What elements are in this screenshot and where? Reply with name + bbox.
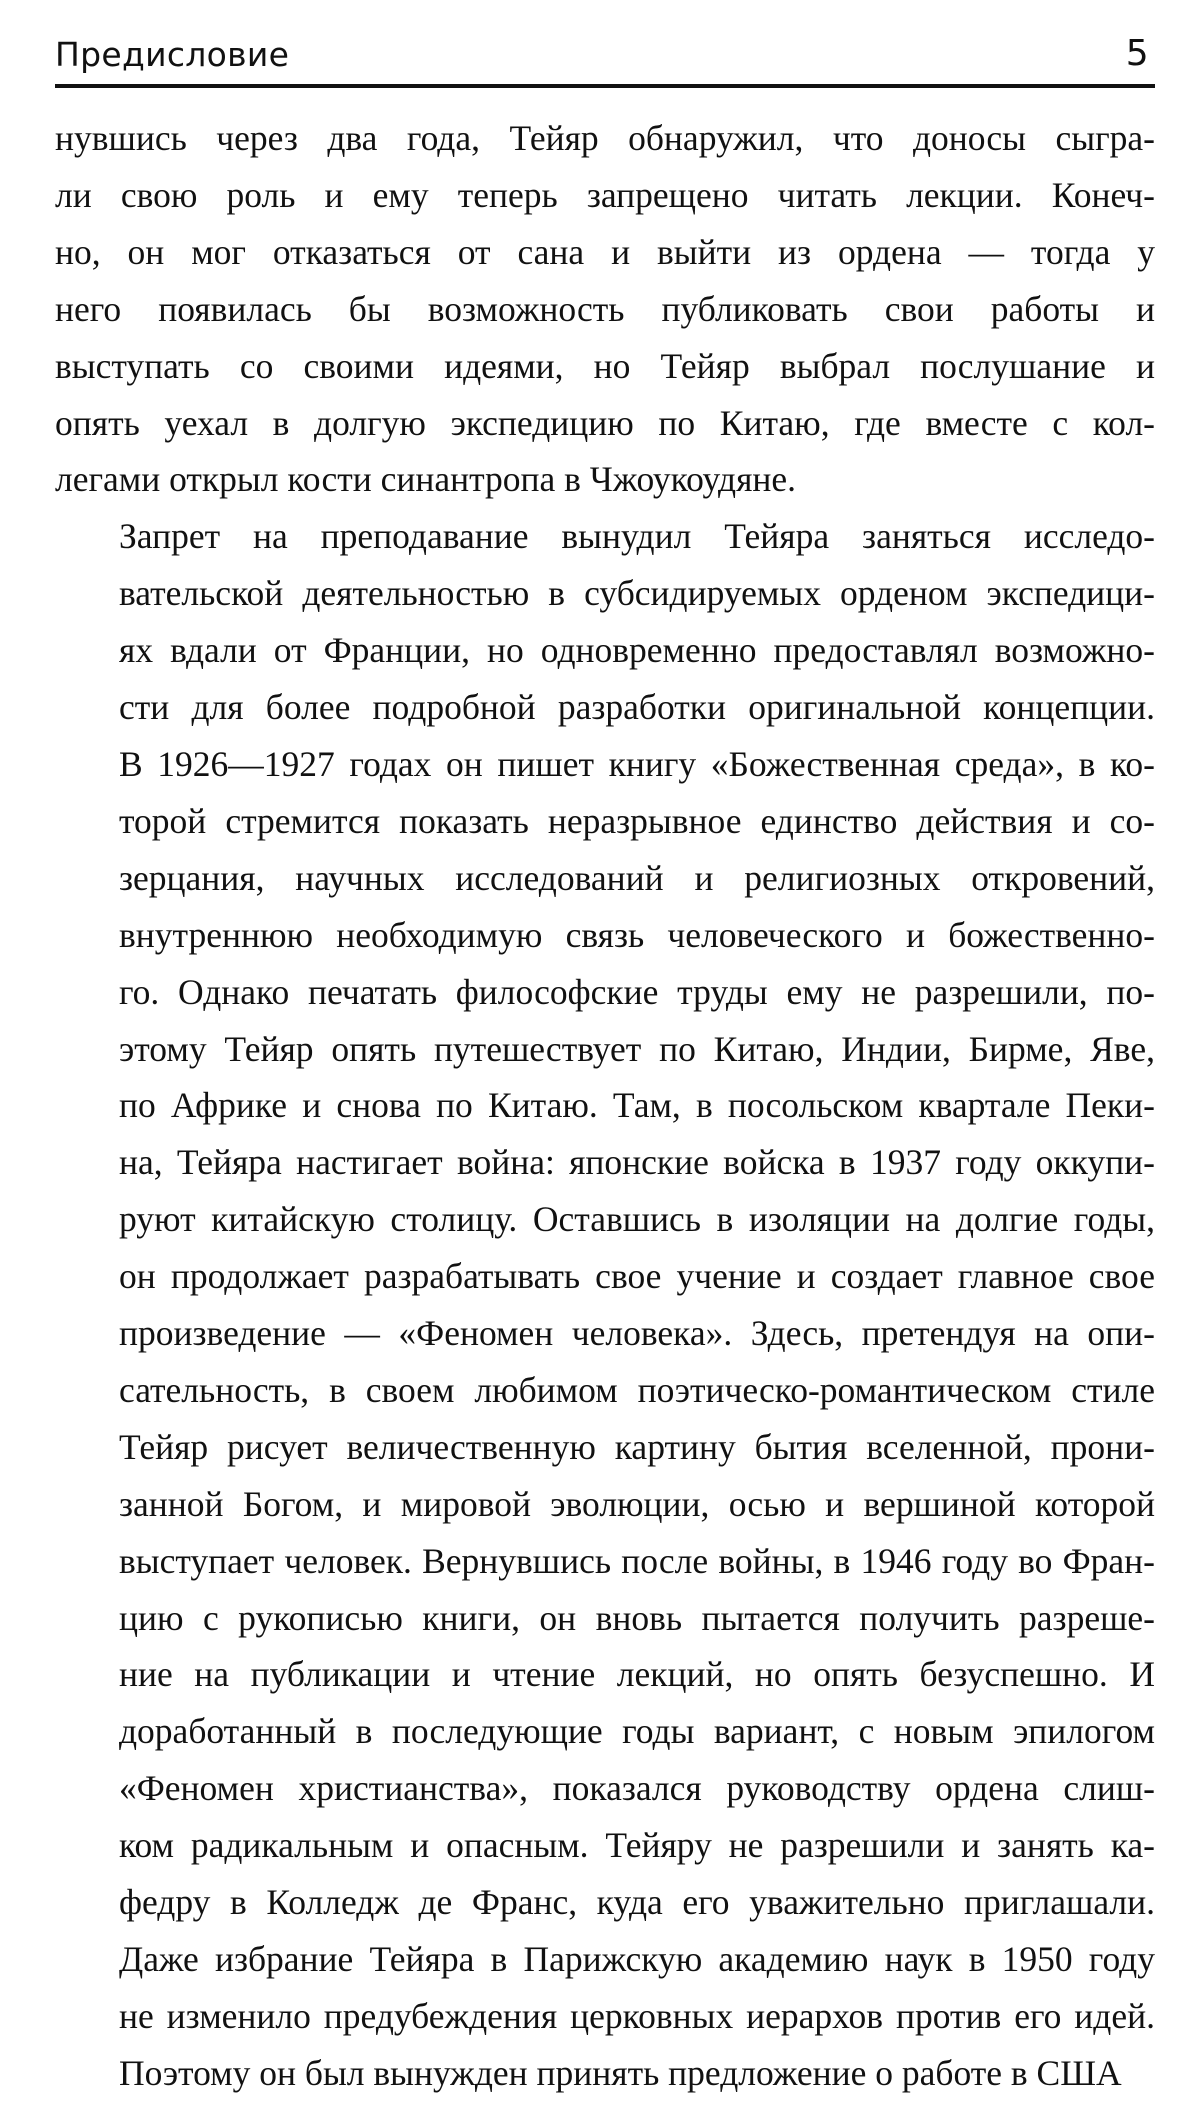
body-text [55,110,1155,2102]
running-header [55,30,1155,88]
paragraph [55,110,1155,508]
page-number: 5 [1125,33,1149,74]
text-line: руют китайскую столицу. Оставшись в изоляции на долгие годы, [119,1199,1155,1240]
text-line: «Феномен христианства», показался руководству ордена слиш- [119,1768,1155,1809]
text-line: произведение — «Феномен человека». Здесь, претендуя на опи- [119,1313,1155,1354]
text-line: доработанный в последующие годы вариант, с новым эпилогом [119,1711,1155,1752]
text-line: Тейяр рисует величественную картину бытия вселенной, прони- [119,1426,1155,1467]
text-line: выступает человек. Вернувшись после войны, в 1946 году во Фран- [119,1540,1155,1581]
text-line: цию с рукописью книги, он вновь пытается получить разреше- [119,1597,1155,1638]
text-line: выступать со своими идеями, но Тейяр выбрал послушание и [55,345,1155,386]
text-line: он продолжает разрабатывать свое учение и создает главное свое [119,1256,1155,1297]
text-line: этому Тейяр опять путешествует по Китаю, Индии, Бирме, Яве, [119,1028,1155,1069]
text-line: Даже избрание Тейяра в Парижскую академию наук в 1950 году [119,1939,1155,1979]
text-line: ли свою роль и ему теперь запрещено читать лекции. Конеч- [55,174,1155,215]
text-line: занной Богом, и мировой эволюции, осью и вершиной которой [119,1483,1155,1524]
text-line: ях вдали от Франции, но одновременно предоставлял возможно- [119,630,1155,671]
text-line: торой стремится показать неразрывное единство действия и со- [119,800,1155,841]
text-line: ком радикальным и опасным. Тейяру не разрешили и занять ка- [119,1825,1155,1866]
text-line: на, Тейяра настигает война: японские войска в 1937 году оккупи- [119,1142,1155,1183]
text-line: опять уехал в долгую экспедицию по Китаю, где вместе с кол- [55,402,1155,443]
text-line: сти для более подробной разработки оригинальной концепции. [119,687,1155,728]
text-line: федру в Колледж де Франс, куда его уважительно приглашали. [119,1882,1155,1923]
paragraph [55,508,1155,2101]
text-line: него появилась бы возможность публиковать свои работы и [55,288,1155,329]
text-line: нувшись через два года, Тейяр обнаружил, что доносы сыгра- [55,118,1155,158]
text-line: по Африке и снова по Китаю. Там, в посольском квартале Пеки- [119,1085,1155,1126]
book-page [55,30,1155,2102]
text-line: легами открыл кости синантропа в Чжоукоудяне. [55,459,797,500]
text-line: внутреннюю необходимую связь человеческого и божественно- [119,914,1155,955]
text-line: не изменило предубеждения церковных иерархов против его идей. [119,1995,1155,2036]
text-line: ние на публикации и чтение лекций, но опять безуспешно. И [119,1654,1155,1695]
text-line: сательность, в своем любимом поэтическо-романтическом стиле [119,1369,1155,1410]
text-line: Запрет на преподавание вынудил Тейяра заняться исследо- [119,516,1155,557]
text-line: но, он мог отказаться от сана и выйти из ордена — тогда у [55,231,1155,272]
chapter-title: Предисловие [55,35,290,74]
text-line: го. Однако печатать философские труды ему не разрешили, по- [119,971,1155,1012]
text-line: вательской деятельностью в субсидируемых орденом экспедици- [119,573,1155,614]
text-line: зерцания, научных исследований и религиозных откровений, [119,857,1155,898]
text-line: В 1926—1927 годах он пишет книгу «Божественная среда», в ко- [119,743,1155,784]
text-line: Поэтому он был вынужден принять предложение о работе в США [119,2052,1122,2093]
